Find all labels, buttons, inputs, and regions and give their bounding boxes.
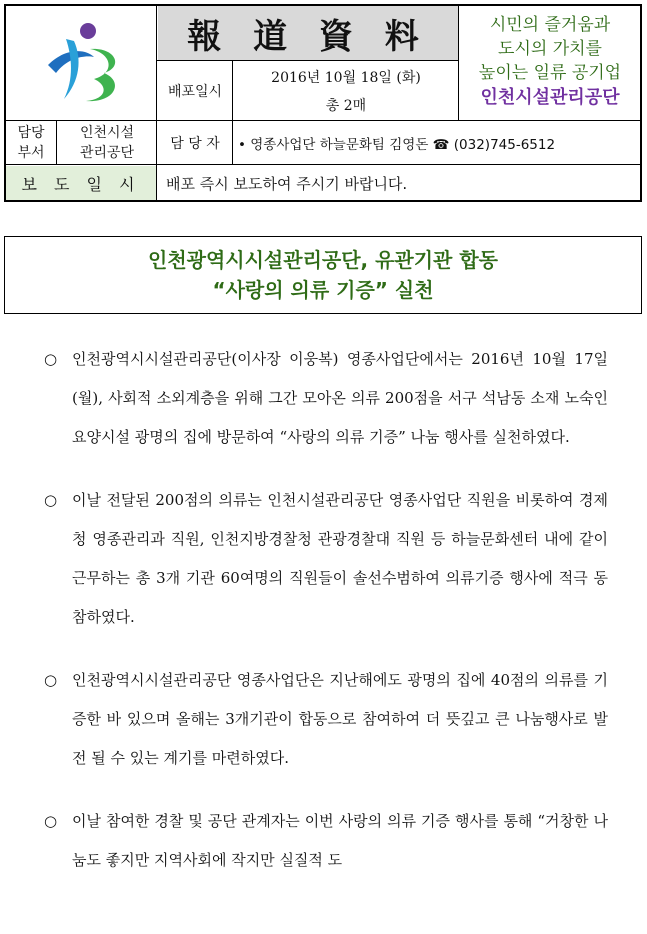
header-table: [4, 4, 642, 202]
paragraph: [38, 481, 608, 637]
headline-box: [4, 236, 642, 314]
org-name: 인천시설관리공단: [480, 87, 620, 108]
paragraph: [38, 661, 608, 778]
dept-value: [58, 122, 156, 164]
article-body: [38, 340, 608, 880]
slogan-line: 시민의 즐거움과: [489, 15, 611, 35]
dept-value-line: 인천시설: [79, 125, 135, 141]
dept-label-line: 부서: [17, 145, 45, 161]
paragraph: [38, 802, 608, 880]
release-date-label: 배포일시: [167, 84, 223, 100]
bullet-icon: ○: [44, 812, 58, 830]
dept-label-line: 담당: [17, 125, 45, 141]
person-label: 담 당 자: [170, 136, 220, 152]
dept-value-line: 관리공단: [79, 145, 135, 161]
dept-label: [6, 122, 56, 164]
paragraph: [38, 340, 608, 457]
release-date-value: 2016년 10월 18일 (화): [271, 70, 421, 86]
headline-line: 인천광역시시설관리공단, 유관기관 합동: [148, 248, 498, 272]
document-title: 報 道 資 料: [158, 6, 458, 60]
slogan-line: 높이는 일류 공기업: [478, 63, 622, 83]
paragraph-text: 인천광역시시설관리공단(이사장 이웅복) 영종사업단에서는 2016년 10월 17일(월), 사회적 소외계층을 위해 그간 모아온 의류 200점을 서구 석남동 소재 노숙인 요양시설 광명의 집에 방문하여 “사랑의 의류 기증” 나눔 행사를 실천하였다.: [72, 350, 608, 446]
release-time-label: 보 도 일 시: [6, 166, 156, 200]
paragraph-text: 이날 참여한 경찰 및 공단 관계자는 이번 사랑의 의류 기증 행사를 통해 “거창한 나눔도 좋지만 지역사회에 작지만 실질적 도: [72, 812, 608, 869]
bullet-icon: ○: [44, 350, 58, 368]
page-count: 총 2매: [325, 98, 367, 114]
paragraph-text: 인천광역시시설관리공단 영종사업단은 지난해에도 광명의 집에 40점의 의류를 기증한 바 있으며 올해는 3개기관이 합동으로 참여하여 더 뜻깊고 큰 나눔행사로 발전 될 수 있는 계기를 마련하였다.: [72, 671, 608, 767]
bullet-icon: ○: [44, 671, 58, 689]
slogan-block: [460, 6, 640, 118]
logo: [6, 6, 156, 118]
bullet-icon: ○: [44, 491, 58, 509]
contact-info: • 영종사업단 하늘문화팀 김영돈 ☎ (032)745-6512: [238, 137, 556, 153]
slogan-line: 도시의 가치를: [498, 39, 602, 59]
headline-line: “사랑의 의류 기증” 실천: [212, 278, 434, 302]
organization-logo-icon: [36, 17, 126, 107]
paragraph-text: 이날 전달된 200점의 의류는 인천시설관리공단 영종사업단 직원을 비롯하여 경제청 영종관리과 직원, 인천지방경찰청 관광경찰대 직원 등 하늘문화센터 내에 같이 근무하는 총 3개 기관 60여명의 직원들이 솔선수범하여 의류기증 행사에 적극 동참하였다.: [72, 491, 608, 626]
release-time-value: 배포 즉시 보도하여 주시기 바랍니다.: [166, 174, 408, 193]
